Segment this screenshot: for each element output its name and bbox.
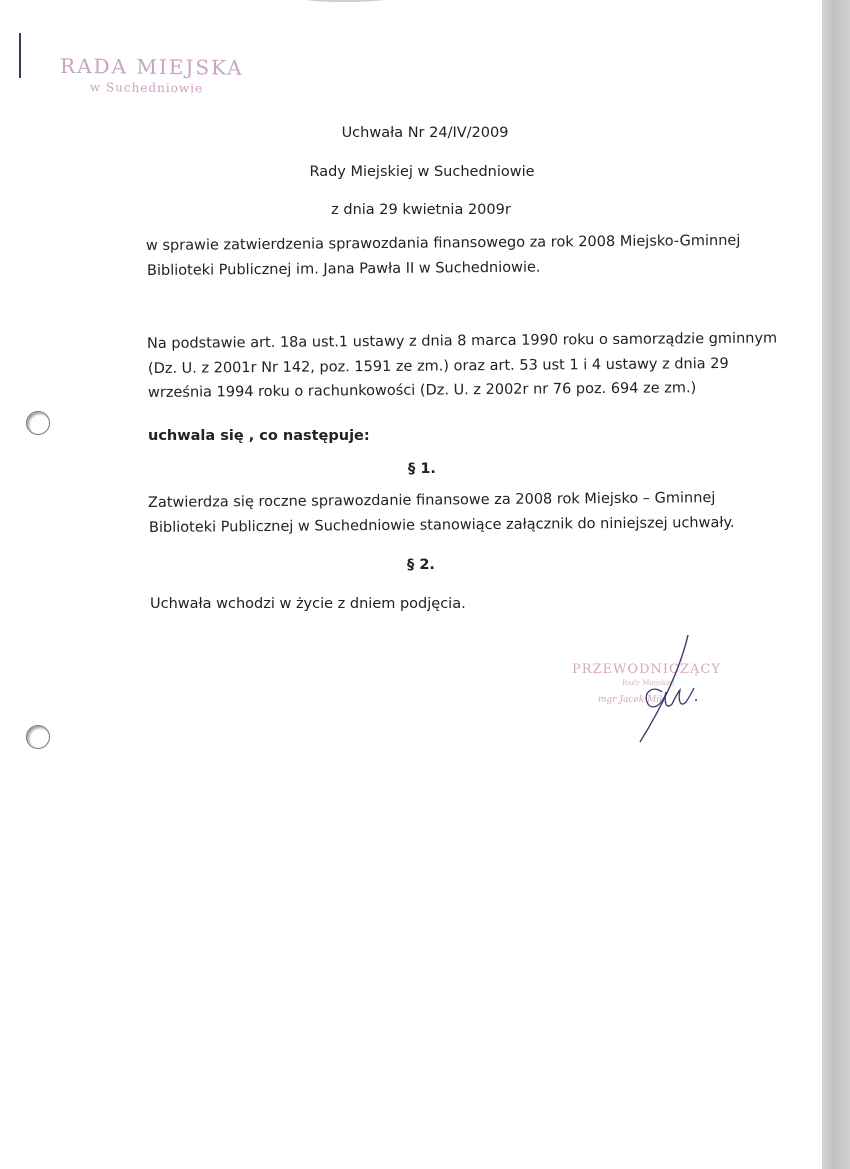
section-1-line-2: Biblioteki Publicznej w Suchedniowie stanowiące załącznik do niniejszej uchwały.: [148, 514, 735, 536]
council-stamp-line1: RADA MIEJSKA: [59, 53, 244, 80]
scan-smudge: [300, 0, 390, 2]
subject-line-1: w sprawie zatwierdzenia sprawozdania finansowego za rok 2008 Miejsko-Gminnej: [145, 232, 741, 254]
resolution-date: z dnia 29 kwietnia 2009r: [331, 202, 511, 218]
basis-line-1: Na podstawie art. 18a ust.1 ustawy z dnia 8 marca 1990 roku o samorządzie gminnym: [146, 330, 778, 352]
margin-pen-mark: [19, 33, 21, 78]
section-1-line-1: Zatwierdza się roczne sprawozdanie finansowe za 2008 rok Miejsko – Gminnej: [147, 490, 716, 511]
resolves-statement: uchwala się , co następuje:: [148, 428, 370, 444]
chairman-stamp-role: PRZEWODNICZĄCY: [572, 662, 721, 677]
punch-hole-bottom: [26, 725, 50, 749]
resolution-title: Uchwała Nr 24/IV/2009: [341, 125, 509, 141]
subject-line-2: Biblioteki Publicznej im. Jana Pawła II w Suchedniowie.: [146, 259, 541, 279]
handwritten-signature: [600, 630, 720, 750]
basis-line-3: września 1994 roku o rachunkowości (Dz. U. z 2002r nr 76 poz. 694 ze zm.): [147, 380, 697, 401]
basis-line-2: (Dz. U. z 2001r Nr 142, poz. 1591 ze zm.) oraz art. 53 ust 1 i 4 ustawy z dnia 29: [147, 355, 729, 377]
punch-hole-top: [26, 411, 50, 435]
chairman-stamp-body: Rady Miejskiej: [622, 679, 675, 687]
council-stamp-line2: w Suchedniowie: [89, 80, 204, 96]
section-2-heading: § 2.: [407, 557, 435, 573]
section-1-heading: § 1.: [408, 461, 436, 477]
council-stamp: [60, 54, 280, 96]
chairman-stamp-name: mgr Jacek Mik: [598, 695, 665, 705]
section-2-line-1: Uchwała wchodzi w życie z dniem podjęcia.: [150, 596, 466, 612]
resolution-council: Rady Miejskiej w Suchedniowie: [309, 164, 535, 180]
